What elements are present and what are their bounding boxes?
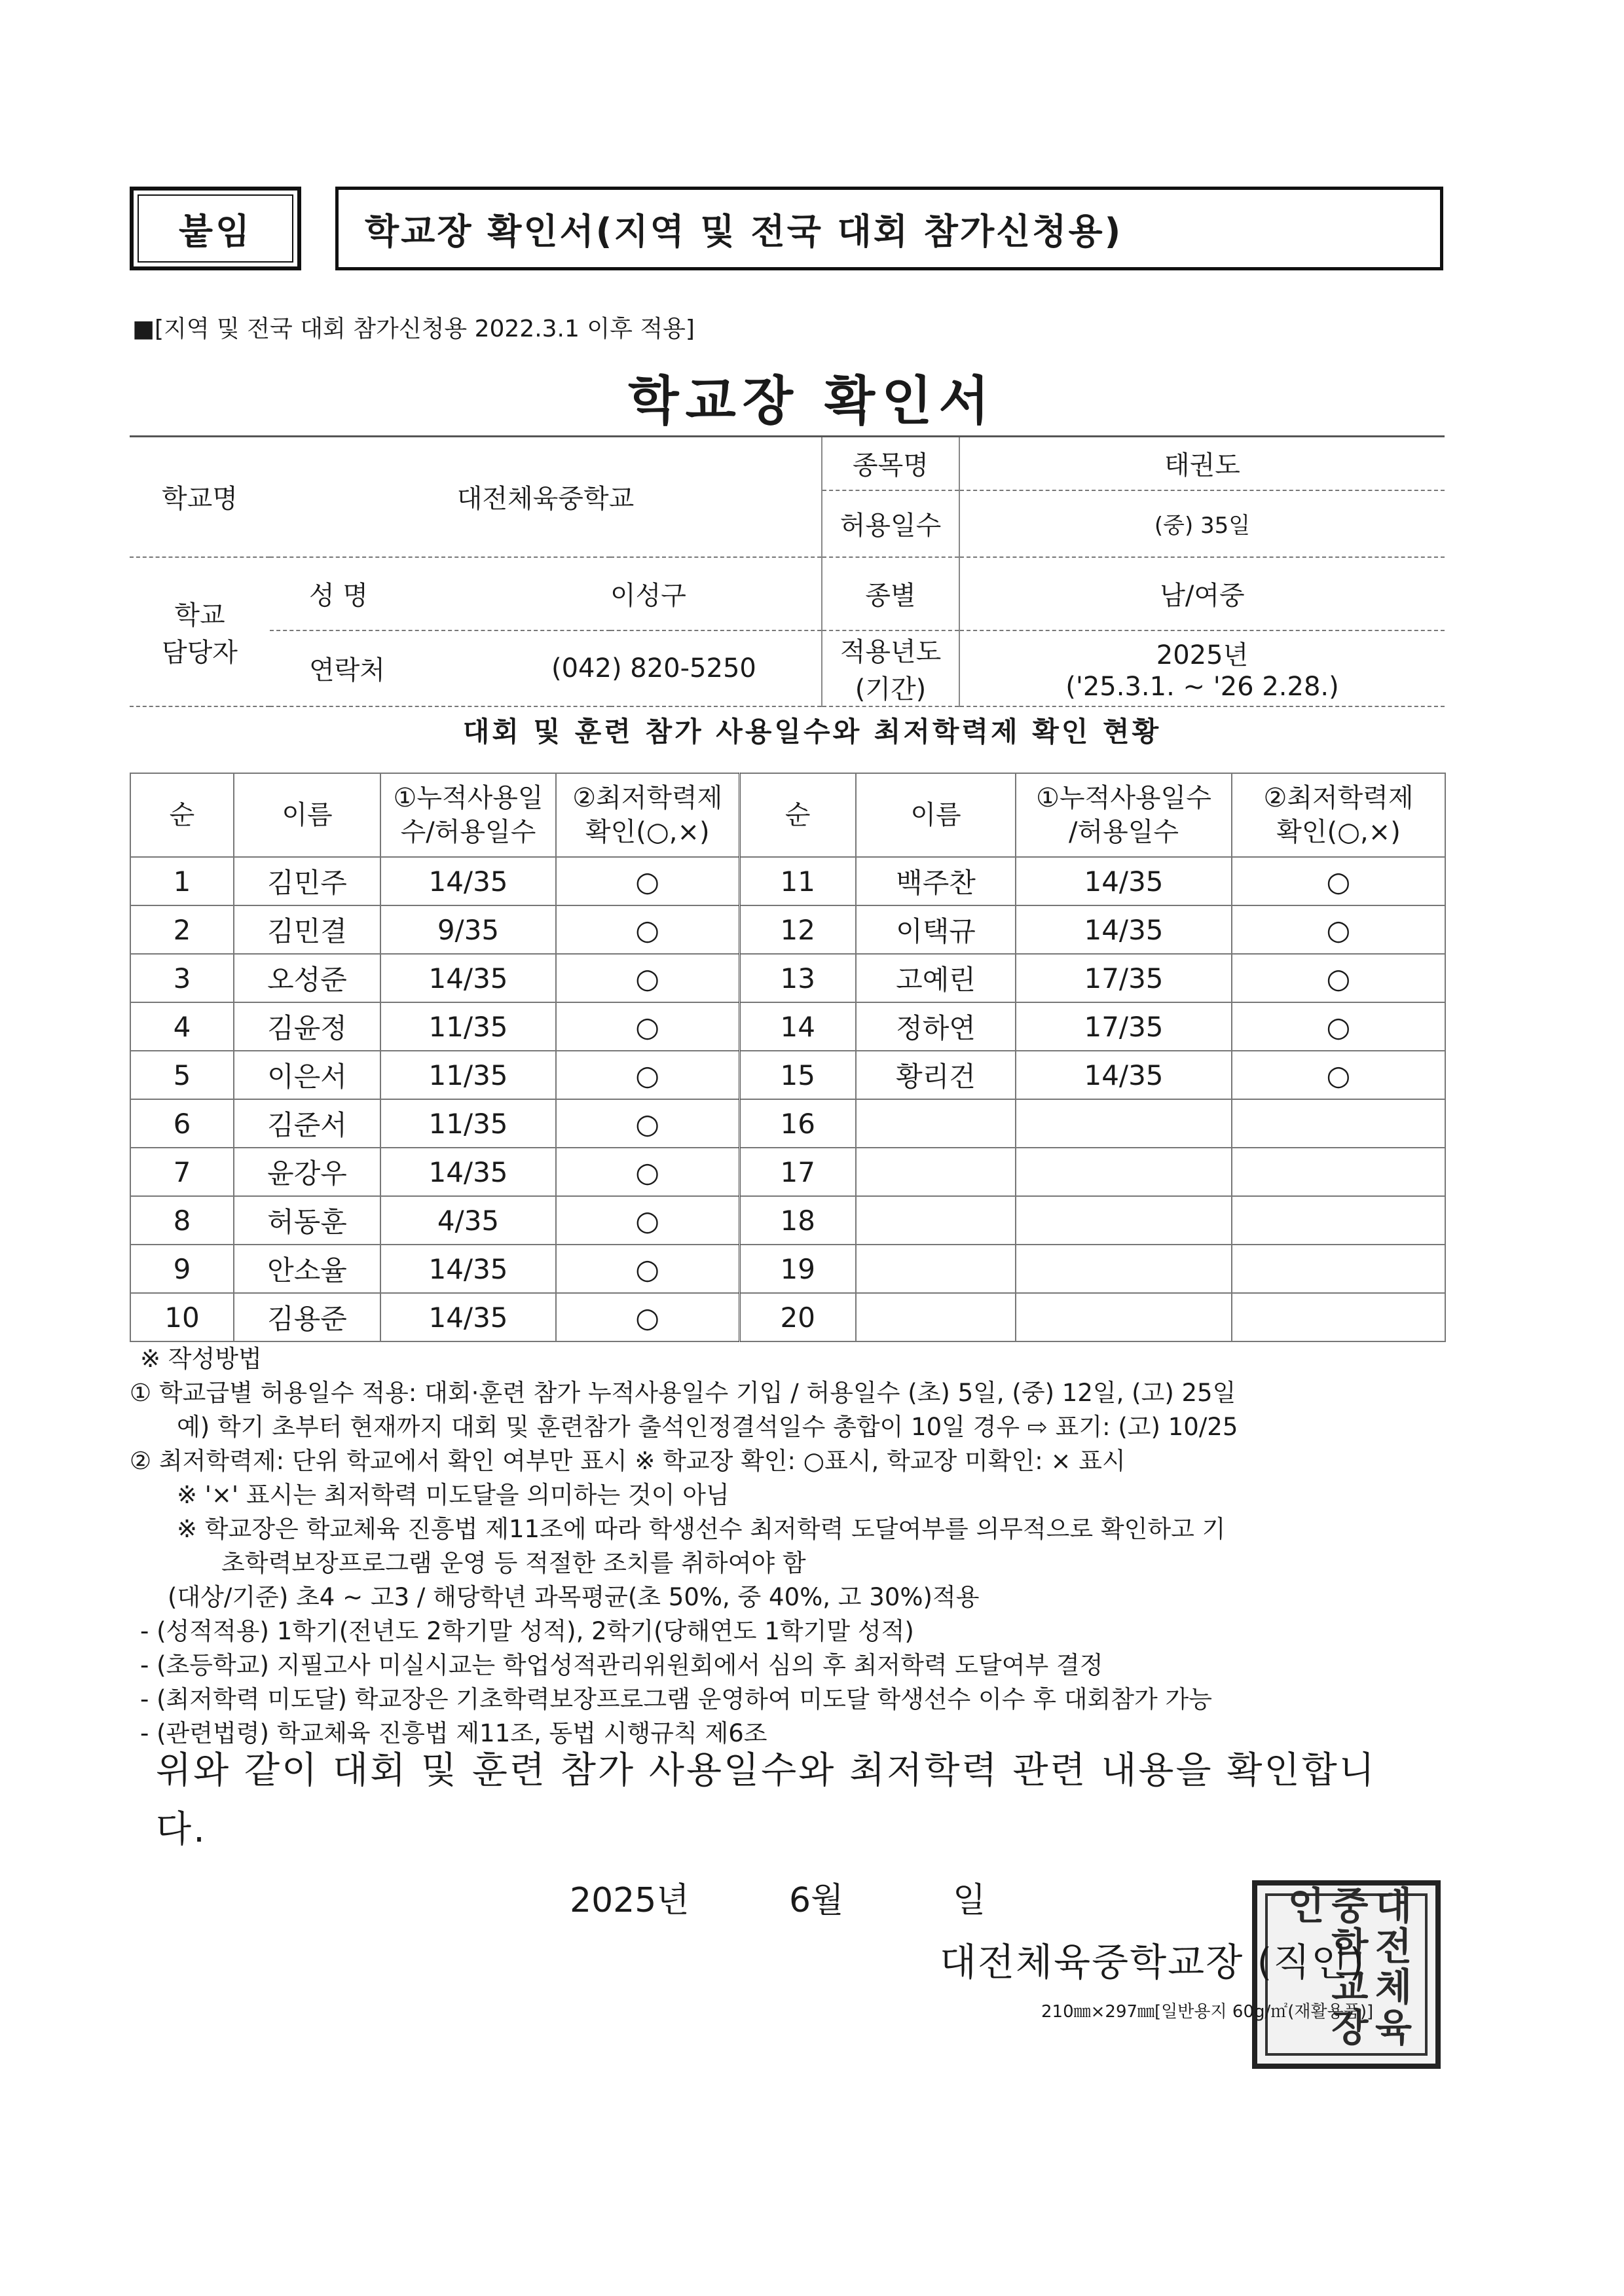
- roster-days-left: 14/35: [380, 1245, 556, 1293]
- col-days-left-line2: 수/허용일수: [400, 817, 536, 847]
- roster-name-left: 김민결: [234, 905, 380, 954]
- table-row: [130, 1148, 1445, 1196]
- table-row: [130, 1196, 1445, 1245]
- roster-name-right: 정하연: [856, 1002, 1016, 1051]
- roster-name-left: 김윤정: [234, 1002, 380, 1051]
- attachment-tag: [130, 187, 301, 270]
- roster-check-left: ○: [556, 1293, 739, 1341]
- event-label: 종목명: [822, 437, 959, 490]
- roster-days-left: 9/35: [380, 905, 556, 954]
- roster-num-left: 10: [130, 1293, 234, 1341]
- roster-name-right: [856, 1293, 1016, 1341]
- roster-days-left: 11/35: [380, 1002, 556, 1051]
- roster-name-left: 오성준: [234, 954, 380, 1002]
- signer-name: 대전체육중학교장 (직인): [940, 1940, 1365, 1984]
- roster-table: [130, 773, 1446, 1342]
- school-value: 대전체육중학교: [270, 437, 822, 557]
- category-value: 남/여중: [959, 557, 1445, 630]
- roster-num-left: 3: [130, 954, 234, 1002]
- table-row: [130, 857, 1445, 905]
- roster-name-right: [856, 1099, 1016, 1148]
- roster-days-right: 14/35: [1016, 905, 1232, 954]
- contact-number: (042) 820-5250: [551, 653, 756, 683]
- contact-value: [551, 630, 822, 706]
- roster-name-left: 김용준: [234, 1293, 380, 1341]
- date-year: 2025년: [570, 1881, 690, 1920]
- year-label: [822, 630, 959, 706]
- roster-name-left: 김민주: [234, 857, 380, 905]
- roster-days-right: 17/35: [1016, 954, 1232, 1002]
- roster-days-right: 14/35: [1016, 1051, 1232, 1099]
- roster-check-right: [1232, 1245, 1445, 1293]
- roster-days-right: [1016, 1293, 1232, 1341]
- roster-num-right: 18: [739, 1196, 856, 1245]
- instructions: [130, 1342, 1445, 1751]
- col-days-right: [1016, 773, 1232, 857]
- roster-num-right: 12: [739, 905, 856, 954]
- roster-check-right: [1232, 1099, 1445, 1148]
- year-value-cell: [959, 630, 1445, 706]
- year-label-line2: (기간): [855, 674, 927, 704]
- col-num-left: 순: [130, 773, 234, 857]
- roster-name-right: 이택규: [856, 905, 1016, 954]
- applicability-note: ■[지역 및 전국 대회 참가신청용 2022.3.1 이후 적용]: [132, 316, 695, 342]
- col-days-left-line1: ①누적사용일: [393, 783, 544, 813]
- manager-label-line1: 학교: [174, 600, 225, 630]
- roster-days-left: 14/35: [380, 857, 556, 905]
- note-item-1: ① 학교급별 허용일수 적용: 대회·훈련 참가 누적사용일수 기입 / 허용일수 (초) 5일, (중) 12일, (고) 25일: [130, 1379, 1236, 1407]
- roster-name-left: 허동훈: [234, 1196, 380, 1245]
- roster-num-left: 8: [130, 1196, 234, 1245]
- year-label-line1: 적용년도: [840, 636, 942, 667]
- note-target: (대상/기준) 초4 ~ 고3 / 해당학년 과목평균(초 50%, 중 40%, 고 30%)적용: [168, 1583, 980, 1611]
- roster-days-right: 17/35: [1016, 1002, 1232, 1051]
- note-principal-duty: ※ 학교장은 학교체육 진흥법 제11조에 따라 학생선수 최저학력 도달여부를 의무적으로 확인하고 기: [177, 1515, 1226, 1543]
- roster-name-right: [856, 1245, 1016, 1293]
- roster-num-right: 19: [739, 1245, 856, 1293]
- attachment-tag-label: 붙임: [178, 210, 253, 252]
- roster-days-left: 4/35: [380, 1196, 556, 1245]
- name-label: 성 명: [270, 557, 610, 630]
- roster-check-right: ○: [1232, 857, 1445, 905]
- col-check-left: [556, 773, 739, 857]
- roster-days-right: [1016, 1148, 1232, 1196]
- roster-num-right: 20: [739, 1293, 856, 1341]
- col-num-right: 순: [739, 773, 856, 857]
- table-row: [130, 954, 1445, 1002]
- note-related-law: - (관련법령) 학교체육 진흥법 제11조, 동법 시행규칙 제6조: [140, 1719, 767, 1747]
- roster-check-right: [1232, 1196, 1445, 1245]
- col-check-left-line1: ②최저학력제: [572, 783, 723, 813]
- col-check-right-line2: 확인(○,×): [1276, 817, 1401, 847]
- confirmation-statement: 위와 같이 대회 및 훈련 참가 사용일수와 최저학력 관련 내용을 확인합니다.: [156, 1749, 1376, 1851]
- roster-days-left: 14/35: [380, 1148, 556, 1196]
- roster-check-right: [1232, 1293, 1445, 1341]
- roster-days-right: [1016, 1196, 1232, 1245]
- note-item-2: ② 최저학력제: 단위 학교에서 확인 여부만 표시 ※ 학교장 확인: ○표시, 학교장 미확인: × 표시: [130, 1447, 1126, 1475]
- roster-check-left: ○: [556, 954, 739, 1002]
- table-row: [130, 1245, 1445, 1293]
- roster-name-right: [856, 1148, 1016, 1196]
- table-row: [130, 1099, 1445, 1148]
- roster-num-right: 17: [739, 1148, 856, 1196]
- roster-num-right: 15: [739, 1051, 856, 1099]
- roster-name-right: 황리건: [856, 1051, 1016, 1099]
- roster-days-right: [1016, 1099, 1232, 1148]
- roster-check-right: ○: [1232, 905, 1445, 954]
- event-value: 태권도: [959, 437, 1445, 490]
- roster-num-left: 2: [130, 905, 234, 954]
- seal-text: 대전체육중학교장인: [1280, 1886, 1413, 2048]
- document-title: 학교장 확인서: [628, 371, 996, 431]
- name-value: 이성구: [610, 557, 822, 630]
- roster-check-right: [1232, 1148, 1445, 1196]
- col-check-right-line1: ②최저학력제: [1263, 783, 1414, 813]
- col-check-left-line2: 확인(○,×): [585, 817, 710, 847]
- roster-name-left: 김준서: [234, 1099, 380, 1148]
- roster-name-left: 안소율: [234, 1245, 380, 1293]
- note-x-meaning: ※ '×' 표시는 최저학력 미도달을 의미하는 것이 아님: [177, 1481, 729, 1509]
- table-row: [130, 1051, 1445, 1099]
- note-principal-duty-cont: 초학력보장프로그램 운영 등 적절한 조치를 취하여야 함: [221, 1549, 806, 1577]
- col-name-right: 이름: [856, 773, 1016, 857]
- allowed-days-label: 허용일수: [822, 490, 959, 557]
- roster-days-left: 14/35: [380, 1293, 556, 1341]
- roster-check-left: ○: [556, 1099, 739, 1148]
- roster-num-right: 13: [739, 954, 856, 1002]
- roster-check-left: ○: [556, 1245, 739, 1293]
- roster-check-right: ○: [1232, 1051, 1445, 1099]
- date-month: 6월: [789, 1881, 844, 1920]
- roster-check-left: ○: [556, 1148, 739, 1196]
- roster-check-left: ○: [556, 1196, 739, 1245]
- note-below-minimum: - (최저학력 미도달) 학교장은 기초학력보장프로그램 운영하여 미도달 학생선수 이수 후 대회참가 가능: [140, 1685, 1213, 1713]
- roster-days-left: 11/35: [380, 1051, 556, 1099]
- roster-name-right: 백주찬: [856, 857, 1016, 905]
- roster-header-row: [130, 773, 1445, 857]
- note-grade-application: - (성적적용) 1학기(전년도 2학기말 성적), 2학기(당해연도 1학기말 성적): [140, 1617, 914, 1645]
- col-days-right-line1: ①누적사용일수: [1036, 783, 1211, 813]
- period-value: ('25.3.1. ~ '26 2.28.): [1065, 672, 1339, 702]
- date-day: 일: [953, 1881, 986, 1920]
- info-table: [130, 435, 1445, 707]
- roster-days-right: [1016, 1245, 1232, 1293]
- roster-num-left: 4: [130, 1002, 234, 1051]
- roster-check-left: ○: [556, 905, 739, 954]
- note-heading: ※ 작성방법: [140, 1345, 262, 1373]
- col-days-left: [380, 773, 556, 857]
- note-elementary: - (초등학교) 지필고사 미실시교는 학업성적관리위원회에서 심의 후 최저학력 도달여부 결정: [140, 1651, 1103, 1679]
- col-check-right: [1232, 773, 1445, 857]
- allowed-days-value: (중) 35일: [959, 490, 1445, 557]
- roster-check-left: ○: [556, 1051, 739, 1099]
- roster-days-left: 11/35: [380, 1099, 556, 1148]
- category-label: 종별: [822, 557, 959, 630]
- table-row: [130, 905, 1445, 954]
- roster-num-left: 9: [130, 1245, 234, 1293]
- table-row: [130, 1002, 1445, 1051]
- year-value: 2025년: [1156, 640, 1249, 670]
- roster-check-left: ○: [556, 1002, 739, 1051]
- roster-check-left: ○: [556, 857, 739, 905]
- roster-name-right: 고예린: [856, 954, 1016, 1002]
- col-name-left: 이름: [234, 773, 380, 857]
- school-label: 학교명: [130, 437, 270, 557]
- roster-num-left: 7: [130, 1148, 234, 1196]
- header-title: 학교장 확인서(지역 및 전국 대회 참가신청용): [335, 187, 1443, 270]
- roster-days-right: 14/35: [1016, 857, 1232, 905]
- col-days-right-line2: /허용일수: [1068, 817, 1179, 847]
- roster-check-right: ○: [1232, 1002, 1445, 1051]
- roster-name-right: [856, 1196, 1016, 1245]
- note-example: 예) 학기 초부터 현재까지 대회 및 훈련참가 출석인정결석일수 총합이 10일 경우 ⇨ 표기: (고) 10/25: [177, 1413, 1238, 1441]
- roster-num-right: 14: [739, 1002, 856, 1051]
- roster-check-right: ○: [1232, 954, 1445, 1002]
- section-title: 대회 및 훈련 참가 사용일수와 최저학력제 확인 현황: [462, 716, 1162, 748]
- manager-label-line2: 담당자: [162, 637, 238, 668]
- roster-num-right: 11: [739, 857, 856, 905]
- roster-name-left: 이은서: [234, 1051, 380, 1099]
- roster-name-left: 윤강우: [234, 1148, 380, 1196]
- roster-body: [130, 857, 1445, 1341]
- manager-label: [130, 557, 270, 706]
- roster-num-left: 5: [130, 1051, 234, 1099]
- table-row: [130, 1293, 1445, 1341]
- roster-num-left: 1: [130, 857, 234, 905]
- roster-num-left: 6: [130, 1099, 234, 1148]
- roster-num-right: 16: [739, 1099, 856, 1148]
- contact-label: 연락처: [270, 630, 610, 706]
- paper-spec: 210㎜×297㎜[일반용지 60g/㎡(재활용품)]: [1041, 2002, 1374, 2022]
- roster-days-left: 14/35: [380, 954, 556, 1002]
